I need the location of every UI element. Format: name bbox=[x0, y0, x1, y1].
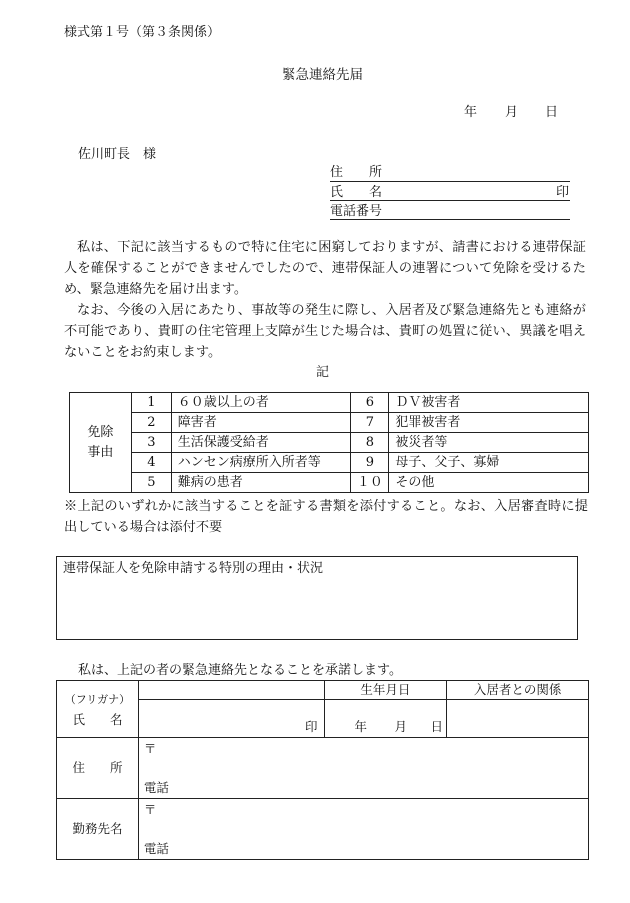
birth-day: 日 bbox=[430, 718, 444, 734]
page-title: 緊急連絡先届 bbox=[282, 67, 363, 83]
contact-address-field[interactable] bbox=[138, 738, 588, 799]
applicant-address-line[interactable] bbox=[330, 181, 570, 182]
work-postal-mark: 〒 bbox=[143, 802, 157, 817]
table-row bbox=[70, 413, 589, 433]
contact-seal: 印 bbox=[304, 718, 318, 734]
contact-phone-label: 電話 bbox=[143, 779, 169, 795]
reason-number: 6 bbox=[351, 393, 389, 413]
form-number: 様式第１号（第３条関係） bbox=[64, 25, 221, 40]
date-month: 月 bbox=[505, 105, 519, 120]
contact-name-label: 氏 名 bbox=[72, 711, 123, 727]
table-row bbox=[57, 738, 589, 799]
reason-number: 7 bbox=[351, 413, 389, 433]
exemption-header-line2: 事由 bbox=[87, 444, 114, 460]
birth-date-field[interactable] bbox=[324, 700, 447, 738]
applicant-address-label: 住 所 bbox=[330, 165, 383, 180]
postal-mark: 〒 bbox=[143, 741, 157, 756]
contact-name-field[interactable] bbox=[138, 700, 324, 738]
reason-number: 2 bbox=[131, 413, 171, 433]
applicant-seal: 印 bbox=[556, 185, 570, 200]
contact-table bbox=[56, 680, 589, 860]
reason-text[interactable]: 犯罪被害者 bbox=[389, 413, 589, 433]
table-row bbox=[70, 473, 589, 493]
reason-box-label: 連帯保証人を免除申請する特別の理由・状況 bbox=[63, 561, 324, 576]
furigana-field[interactable] bbox=[138, 681, 324, 700]
exemption-table bbox=[69, 392, 589, 493]
relation-field[interactable] bbox=[447, 700, 589, 738]
applicant-phone-line[interactable] bbox=[330, 219, 570, 220]
consent-text: 私は、上記の者の緊急連絡先となることを承諾します。 bbox=[78, 663, 402, 678]
table-row bbox=[57, 799, 589, 860]
birth-date-label: 生年月日 bbox=[324, 681, 447, 700]
table-row bbox=[70, 433, 589, 453]
reason-text[interactable]: ６０歳以上の者 bbox=[171, 393, 351, 413]
exemption-header bbox=[70, 393, 132, 493]
reason-number: 5 bbox=[131, 473, 171, 493]
contact-address-label: 住 所 bbox=[57, 738, 139, 799]
reason-text[interactable]: 障害者 bbox=[171, 413, 351, 433]
table-row bbox=[70, 393, 589, 413]
reason-text[interactable]: 生活保護受給者 bbox=[171, 433, 351, 453]
reason-number: 8 bbox=[351, 433, 389, 453]
reason-text[interactable]: 難病の患者 bbox=[171, 473, 351, 493]
table-row bbox=[57, 681, 589, 700]
birth-month: 月 bbox=[394, 718, 408, 734]
reason-number: 9 bbox=[351, 453, 389, 473]
attachment-note: ※上記のいずれかに該当することを証する書類を添付すること。なお、入居審査時に提出している場合は添付不要 bbox=[64, 499, 588, 535]
contact-name-header bbox=[57, 681, 139, 738]
table-row bbox=[70, 453, 589, 473]
reason-text[interactable]: その他 bbox=[389, 473, 589, 493]
reason-number: 3 bbox=[131, 433, 171, 453]
paragraph-request: 私は、下記に該当するもので特に住宅に困窮しておりますが、請書における連帯保証人を確保することができませんでしたので、連帯保証人の連署について免除を受けるため、緊急連絡先を届け出ます。 bbox=[64, 240, 586, 297]
exemption-header-line1: 免除 bbox=[87, 424, 114, 440]
furigana-label: （フリガナ） bbox=[64, 692, 131, 706]
date-year: 年 bbox=[464, 105, 478, 120]
work-phone-label: 電話 bbox=[143, 840, 169, 856]
date-day: 日 bbox=[545, 105, 559, 120]
reason-number: 4 bbox=[131, 453, 171, 473]
reason-text[interactable]: 被災者等 bbox=[389, 433, 589, 453]
reason-text[interactable]: ＤＶ被害者 bbox=[389, 393, 589, 413]
reason-number: １０ bbox=[351, 473, 389, 493]
work-field[interactable] bbox=[138, 799, 588, 860]
applicant-name-line[interactable] bbox=[330, 200, 570, 201]
applicant-phone-label: 電話番号 bbox=[330, 204, 383, 219]
reason-box[interactable] bbox=[56, 556, 578, 640]
birth-year: 年 bbox=[354, 718, 368, 734]
work-label: 勤務先名 bbox=[57, 799, 139, 860]
reason-number: 1 bbox=[131, 393, 171, 413]
reason-text[interactable]: ハンセン病療所入所者等 bbox=[171, 453, 351, 473]
addressee: 佐川町長 様 bbox=[78, 147, 157, 162]
ki-label: 記 bbox=[316, 365, 330, 380]
paragraph-agreement: なお、今後の入居にあたり、事故等の発生に際し、入居者及び緊急連絡先とも連絡が不可能であり、貴町の住宅管理上支障が生じた場合は、貴町の処置に従い、異議を唱えないことをお約束します。 bbox=[64, 303, 586, 360]
reason-text[interactable]: 母子、父子、寡婦 bbox=[389, 453, 589, 473]
relation-label: 入居者との関係 bbox=[447, 681, 589, 700]
applicant-name-label: 氏 名 bbox=[330, 185, 383, 200]
